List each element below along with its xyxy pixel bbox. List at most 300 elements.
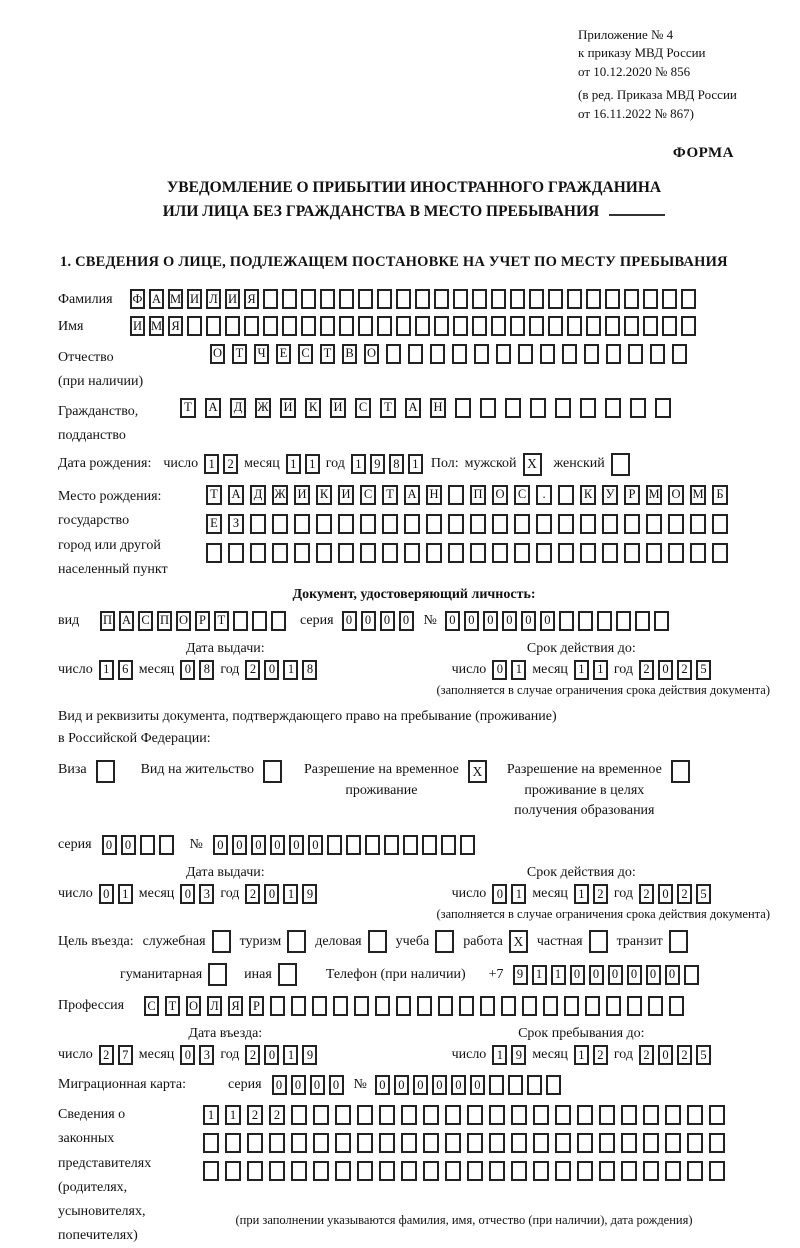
form-cell[interactable]: А [119,611,134,631]
form-cell[interactable]: 0 [413,1075,428,1095]
form-cell[interactable] [320,289,335,309]
form-cell[interactable] [580,514,596,534]
form-cell[interactable] [518,344,533,364]
form-cell[interactable] [360,514,376,534]
form-cell[interactable] [379,1105,395,1125]
form-cell[interactable] [472,316,487,336]
form-cell[interactable]: 6 [118,660,133,680]
form-cell[interactable] [453,316,468,336]
form-cell[interactable]: 0 [464,611,479,631]
form-cell[interactable]: У [602,485,618,505]
form-cell[interactable] [426,543,442,563]
form-cell[interactable]: Т [206,485,222,505]
form-cell[interactable] [287,930,306,953]
form-cell[interactable] [605,316,620,336]
form-cell[interactable]: 0 [270,835,285,855]
form-cell[interactable]: О [668,485,684,505]
form-cell[interactable]: 2 [223,454,238,474]
form-cell[interactable]: Я [168,316,183,336]
form-cell[interactable] [247,1161,263,1181]
form-cell[interactable] [548,289,563,309]
form-cell[interactable]: 2 [677,660,692,680]
form-cell[interactable] [396,289,411,309]
form-cell[interactable]: А [405,398,421,418]
form-cell[interactable] [662,316,677,336]
form-cell[interactable] [377,316,392,336]
form-cell[interactable]: 3 [199,884,214,904]
form-cell[interactable] [382,514,398,534]
form-cell[interactable]: Д [230,398,246,418]
form-cell[interactable] [505,398,521,418]
form-cell[interactable] [630,398,646,418]
form-cell[interactable] [671,760,690,783]
form-cell[interactable]: 9 [511,1045,526,1065]
form-cell[interactable]: Т [180,398,196,418]
form-cell[interactable] [492,543,508,563]
form-cell[interactable] [662,289,677,309]
form-cell[interactable] [301,289,316,309]
form-cell[interactable] [313,1161,329,1181]
form-cell[interactable] [455,398,471,418]
form-cell[interactable]: 0 [329,1075,344,1095]
form-cell[interactable]: 1 [492,1045,507,1065]
form-cell[interactable]: 1 [225,1105,241,1125]
form-cell[interactable] [650,344,665,364]
form-cell[interactable]: X [468,760,487,783]
form-cell[interactable] [422,835,437,855]
form-cell[interactable] [627,996,642,1016]
form-cell[interactable] [712,514,728,534]
form-cell[interactable]: 2 [677,1045,692,1065]
form-cell[interactable] [511,1105,527,1125]
form-cell[interactable] [665,1161,681,1181]
form-cell[interactable] [415,289,430,309]
form-cell[interactable] [480,996,495,1016]
form-cell[interactable] [225,1133,241,1153]
form-cell[interactable] [339,316,354,336]
form-cell[interactable]: X [509,930,528,953]
form-cell[interactable] [453,289,468,309]
form-cell[interactable]: С [514,485,530,505]
form-cell[interactable] [470,543,486,563]
form-cell[interactable] [643,316,658,336]
form-cell[interactable]: 1 [574,1045,589,1065]
form-cell[interactable] [282,289,297,309]
form-cell[interactable]: О [186,996,201,1016]
form-cell[interactable]: 8 [199,660,214,680]
form-cell[interactable] [187,316,202,336]
form-cell[interactable] [445,1133,461,1153]
form-cell[interactable]: 0 [121,835,136,855]
form-cell[interactable]: Н [430,398,446,418]
form-cell[interactable]: 0 [445,611,460,631]
form-cell[interactable] [540,344,555,364]
form-cell[interactable]: 0 [264,1045,279,1065]
form-cell[interactable]: 0 [308,835,323,855]
form-cell[interactable] [250,514,266,534]
form-cell[interactable] [470,514,486,534]
form-cell[interactable] [577,1133,593,1153]
form-cell[interactable] [536,543,552,563]
form-cell[interactable]: 1 [351,454,366,474]
form-cell[interactable] [672,344,687,364]
form-cell[interactable] [415,316,430,336]
form-cell[interactable]: С [138,611,153,631]
form-cell[interactable] [564,996,579,1016]
form-cell[interactable] [291,996,306,1016]
form-cell[interactable] [379,1133,395,1153]
form-cell[interactable] [491,289,506,309]
form-cell[interactable]: 1 [511,660,526,680]
form-cell[interactable] [452,344,467,364]
form-cell[interactable]: Л [206,289,221,309]
form-cell[interactable]: Ф [130,289,145,309]
form-cell[interactable] [228,543,244,563]
form-cell[interactable]: 0 [589,965,604,985]
form-cell[interactable]: Я [228,996,243,1016]
form-cell[interactable] [247,1133,263,1153]
form-cell[interactable]: 0 [232,835,247,855]
form-cell[interactable] [404,543,420,563]
form-cell[interactable]: 0 [342,611,357,631]
form-cell[interactable] [643,1133,659,1153]
form-cell[interactable] [530,398,546,418]
form-cell[interactable] [338,514,354,534]
form-cell[interactable] [244,316,259,336]
form-cell[interactable] [272,514,288,534]
form-cell[interactable]: Т [165,996,180,1016]
form-cell[interactable] [448,485,464,505]
form-cell[interactable] [233,611,248,631]
form-cell[interactable] [270,996,285,1016]
form-cell[interactable] [511,1133,527,1153]
form-cell[interactable]: 2 [639,660,654,680]
form-cell[interactable]: 0 [291,1075,306,1095]
form-cell[interactable]: 5 [696,660,711,680]
form-cell[interactable] [206,316,221,336]
form-cell[interactable] [599,1161,615,1181]
form-cell[interactable]: 2 [677,884,692,904]
form-cell[interactable] [712,543,728,563]
form-cell[interactable]: 1 [118,884,133,904]
form-cell[interactable]: Т [232,344,247,364]
form-cell[interactable] [358,316,373,336]
form-cell[interactable] [586,316,601,336]
form-cell[interactable] [335,1105,351,1125]
form-cell[interactable] [589,930,608,953]
form-cell[interactable]: 1 [283,660,298,680]
form-cell[interactable] [489,1161,505,1181]
form-cell[interactable]: 0 [264,660,279,680]
form-cell[interactable] [208,963,227,986]
form-cell[interactable] [687,1105,703,1125]
form-cell[interactable] [681,316,696,336]
form-cell[interactable] [294,543,310,563]
form-cell[interactable] [543,996,558,1016]
form-cell[interactable]: Д [250,485,266,505]
form-cell[interactable] [654,611,669,631]
form-cell[interactable]: Р [249,996,264,1016]
form-cell[interactable] [606,344,621,364]
form-cell[interactable]: 1 [204,454,219,474]
form-cell[interactable] [548,316,563,336]
form-cell[interactable] [316,514,332,534]
form-cell[interactable]: П [157,611,172,631]
form-cell[interactable] [386,344,401,364]
form-cell[interactable] [368,930,387,953]
form-cell[interactable] [401,1161,417,1181]
form-cell[interactable] [480,398,496,418]
form-cell[interactable] [559,611,574,631]
form-cell[interactable] [417,996,432,1016]
form-cell[interactable] [434,289,449,309]
form-cell[interactable]: Е [206,514,222,534]
form-cell[interactable] [514,514,530,534]
form-cell[interactable]: 0 [483,611,498,631]
form-cell[interactable] [586,289,601,309]
form-cell[interactable]: 2 [639,1045,654,1065]
form-cell[interactable] [448,514,464,534]
form-cell[interactable] [474,344,489,364]
form-cell[interactable]: 0 [361,611,376,631]
form-cell[interactable] [313,1133,329,1153]
form-cell[interactable]: С [144,996,159,1016]
form-cell[interactable] [225,1161,241,1181]
form-cell[interactable]: 0 [627,965,642,985]
form-cell[interactable] [203,1161,219,1181]
form-cell[interactable] [580,398,596,418]
form-cell[interactable]: 0 [180,660,195,680]
form-cell[interactable] [291,1105,307,1125]
form-cell[interactable]: 5 [696,884,711,904]
form-cell[interactable] [611,453,630,476]
form-cell[interactable] [360,543,376,563]
form-cell[interactable] [621,1105,637,1125]
form-cell[interactable] [599,1133,615,1153]
form-cell[interactable] [606,996,621,1016]
form-cell[interactable]: 0 [180,884,195,904]
form-cell[interactable]: М [646,485,662,505]
form-cell[interactable] [291,1133,307,1153]
form-cell[interactable]: 5 [696,1045,711,1065]
form-cell[interactable]: 9 [302,1045,317,1065]
form-cell[interactable] [648,996,663,1016]
form-cell[interactable]: Т [320,344,335,364]
form-cell[interactable] [533,1105,549,1125]
form-cell[interactable]: С [360,485,376,505]
form-cell[interactable] [438,996,453,1016]
form-cell[interactable]: М [149,316,164,336]
form-cell[interactable] [460,835,475,855]
form-cell[interactable] [396,996,411,1016]
form-cell[interactable]: 0 [451,1075,466,1095]
form-cell[interactable]: А [149,289,164,309]
form-cell[interactable]: О [176,611,191,631]
form-cell[interactable]: 9 [513,965,528,985]
form-cell[interactable]: 1 [408,454,423,474]
form-cell[interactable] [435,930,454,953]
form-cell[interactable] [669,996,684,1016]
form-cell[interactable]: 8 [389,454,404,474]
form-cell[interactable] [313,1105,329,1125]
form-cell[interactable] [522,996,537,1016]
form-cell[interactable]: 0 [394,1075,409,1095]
form-cell[interactable] [555,1133,571,1153]
form-cell[interactable] [555,1105,571,1125]
form-cell[interactable]: И [330,398,346,418]
form-cell[interactable] [501,996,516,1016]
form-cell[interactable] [684,965,699,985]
form-cell[interactable] [577,1105,593,1125]
form-cell[interactable] [665,1105,681,1125]
form-cell[interactable]: 1 [203,1105,219,1125]
form-cell[interactable] [628,344,643,364]
form-cell[interactable]: Р [624,485,640,505]
form-cell[interactable]: 1 [551,965,566,985]
form-cell[interactable] [646,543,662,563]
form-cell[interactable] [445,1105,461,1125]
form-cell[interactable]: 0 [432,1075,447,1095]
form-cell[interactable] [434,316,449,336]
form-cell[interactable]: 0 [570,965,585,985]
form-cell[interactable] [291,1161,307,1181]
form-cell[interactable] [252,611,267,631]
form-cell[interactable] [489,1075,504,1095]
form-cell[interactable]: К [580,485,596,505]
form-cell[interactable] [335,1161,351,1181]
form-cell[interactable]: 1 [593,660,608,680]
form-cell[interactable] [445,1161,461,1181]
form-cell[interactable] [448,543,464,563]
form-cell[interactable] [396,316,411,336]
form-cell[interactable] [365,835,380,855]
form-cell[interactable]: М [168,289,183,309]
form-cell[interactable]: И [294,485,310,505]
form-cell[interactable] [430,344,445,364]
form-cell[interactable] [602,514,618,534]
form-cell[interactable] [669,930,688,953]
form-cell[interactable]: Ж [255,398,271,418]
form-cell[interactable] [655,398,671,418]
form-cell[interactable] [621,1133,637,1153]
form-cell[interactable] [709,1105,725,1125]
form-cell[interactable] [263,289,278,309]
form-cell[interactable] [301,316,316,336]
form-cell[interactable] [687,1161,703,1181]
form-cell[interactable] [555,1161,571,1181]
form-cell[interactable]: 9 [370,454,385,474]
form-cell[interactable] [320,316,335,336]
form-cell[interactable] [354,996,369,1016]
form-cell[interactable] [272,543,288,563]
form-cell[interactable]: X [523,453,542,476]
form-cell[interactable] [580,543,596,563]
form-cell[interactable]: С [298,344,313,364]
form-cell[interactable]: 1 [283,1045,298,1065]
form-cell[interactable] [668,543,684,563]
form-cell[interactable]: И [225,289,240,309]
form-cell[interactable] [423,1133,439,1153]
form-cell[interactable] [250,543,266,563]
form-cell[interactable]: 2 [639,884,654,904]
form-cell[interactable]: 0 [380,611,395,631]
form-cell[interactable] [709,1161,725,1181]
form-cell[interactable]: О [492,485,508,505]
form-cell[interactable] [375,996,390,1016]
form-cell[interactable] [681,289,696,309]
form-cell[interactable] [225,316,240,336]
form-cell[interactable]: 0 [658,660,673,680]
form-cell[interactable] [584,344,599,364]
form-cell[interactable] [333,996,348,1016]
form-cell[interactable] [578,611,593,631]
form-cell[interactable] [643,1161,659,1181]
form-cell[interactable] [690,514,706,534]
form-cell[interactable] [621,1161,637,1181]
form-cell[interactable] [599,1105,615,1125]
form-cell[interactable] [423,1161,439,1181]
form-cell[interactable] [357,1161,373,1181]
form-cell[interactable] [567,316,582,336]
form-cell[interactable]: И [280,398,296,418]
form-cell[interactable]: З [228,514,244,534]
form-cell[interactable] [271,611,286,631]
form-cell[interactable] [577,1161,593,1181]
form-cell[interactable] [514,543,530,563]
form-cell[interactable] [382,543,398,563]
form-cell[interactable] [96,760,115,783]
form-cell[interactable] [527,1075,542,1095]
form-cell[interactable] [346,835,361,855]
form-cell[interactable] [327,835,342,855]
form-cell[interactable] [709,1133,725,1153]
form-cell[interactable] [624,289,639,309]
form-cell[interactable] [404,514,420,534]
form-cell[interactable]: 0 [264,884,279,904]
form-cell[interactable]: 0 [310,1075,325,1095]
form-cell[interactable] [489,1133,505,1153]
form-cell[interactable] [403,835,418,855]
form-cell[interactable]: 0 [502,611,517,631]
form-cell[interactable]: 0 [658,884,673,904]
form-cell[interactable]: В [342,344,357,364]
form-cell[interactable] [567,289,582,309]
form-cell[interactable]: И [338,485,354,505]
form-cell[interactable] [555,398,571,418]
form-cell[interactable]: 0 [99,884,114,904]
form-cell[interactable] [377,289,392,309]
form-cell[interactable]: 0 [213,835,228,855]
form-cell[interactable]: Б [712,485,728,505]
form-cell[interactable] [472,289,487,309]
form-cell[interactable]: 0 [658,1045,673,1065]
form-cell[interactable]: 0 [289,835,304,855]
form-cell[interactable]: 1 [574,884,589,904]
form-cell[interactable]: 0 [665,965,680,985]
form-cell[interactable]: П [470,485,486,505]
form-cell[interactable]: 3 [199,1045,214,1065]
form-cell[interactable]: 0 [375,1075,390,1095]
form-cell[interactable]: 1 [99,660,114,680]
form-cell[interactable] [357,1133,373,1153]
form-cell[interactable] [278,963,297,986]
form-cell[interactable] [605,398,621,418]
form-cell[interactable]: И [187,289,202,309]
form-cell[interactable] [510,316,525,336]
form-cell[interactable] [605,289,620,309]
form-cell[interactable] [269,1133,285,1153]
form-cell[interactable]: 1 [532,965,547,985]
